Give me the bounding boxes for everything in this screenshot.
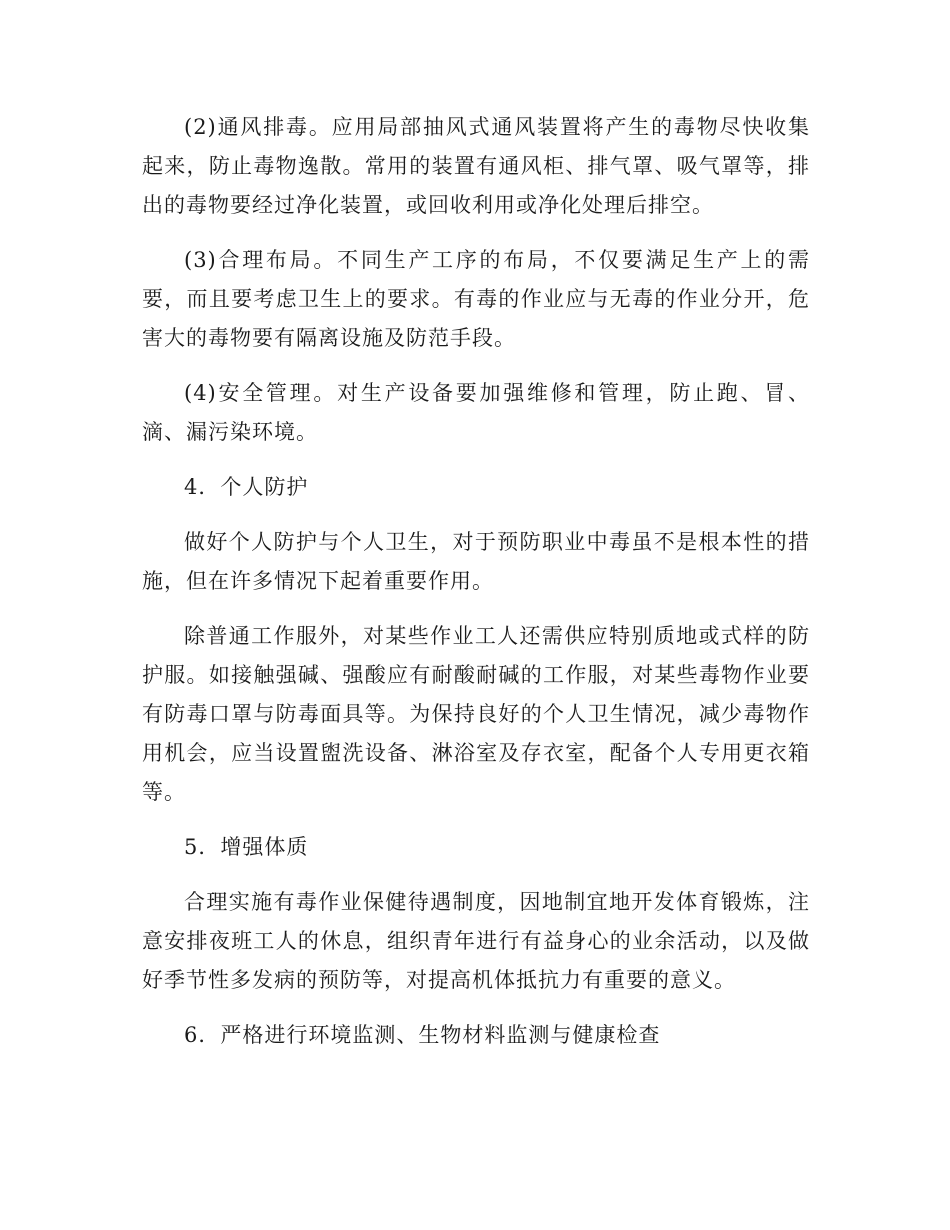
paragraph-personal-protection: 做好个人防护与个人卫生，对于预防职业中毒虽不是根本性的措施，但在许多情况下起着重要作用。 bbox=[142, 530, 810, 593]
document-page bbox=[142, 108, 810, 1071]
section-heading-physical-fitness: 5．增强体质 bbox=[184, 835, 309, 859]
paragraph-physical-fitness: 合理实施有毒作业保健待遇制度，因地制宜地开发体育锻炼，注意安排夜班工人的休息，组织青年进行有益身心的业余活动，以及做好季节性多发病的预防等，对提高机体抵抗力有重要的意义。 bbox=[142, 890, 810, 992]
paragraph-layout: (3)合理布局。不同生产工序的布局，不仅要满足生产上的需要，而且要考虑卫生上的要求。有毒的作业应与无毒的作业分开，危害大的毒物要有隔离设施及防范手段。 bbox=[142, 248, 810, 350]
paragraph-protective-clothing: 除普通工作服外，对某些作业工人还需供应特别质地或式样的防护服。如接触强碱、强酸应有耐酸耐碱的工作服，对某些毒物作业要有防毒口罩与防毒面具等。为保持良好的个人卫生情况，减少毒物作用机会，应当设置盥洗设备、淋浴室及存衣室，配备个人专用更衣箱等。 bbox=[142, 624, 810, 804]
section-heading-monitoring: 6．严格进行环境监测、生物材料监测与健康检查 bbox=[184, 1023, 661, 1047]
paragraph-ventilation: (2)通风排毒。应用局部抽风式通风装置将产生的毒物尽快收集起来，防止毒物逸散。常用的装置有通风柜、排气罩、吸气罩等，排出的毒物要经过净化装置，或回收利用或净化处理后排空。 bbox=[142, 115, 810, 217]
paragraph-safety-management: (4)安全管理。对生产设备要加强维修和管理，防止跑、冒、滴、漏污染环境。 bbox=[142, 381, 810, 444]
section-heading-personal-protection: 4．个人防护 bbox=[184, 475, 309, 499]
